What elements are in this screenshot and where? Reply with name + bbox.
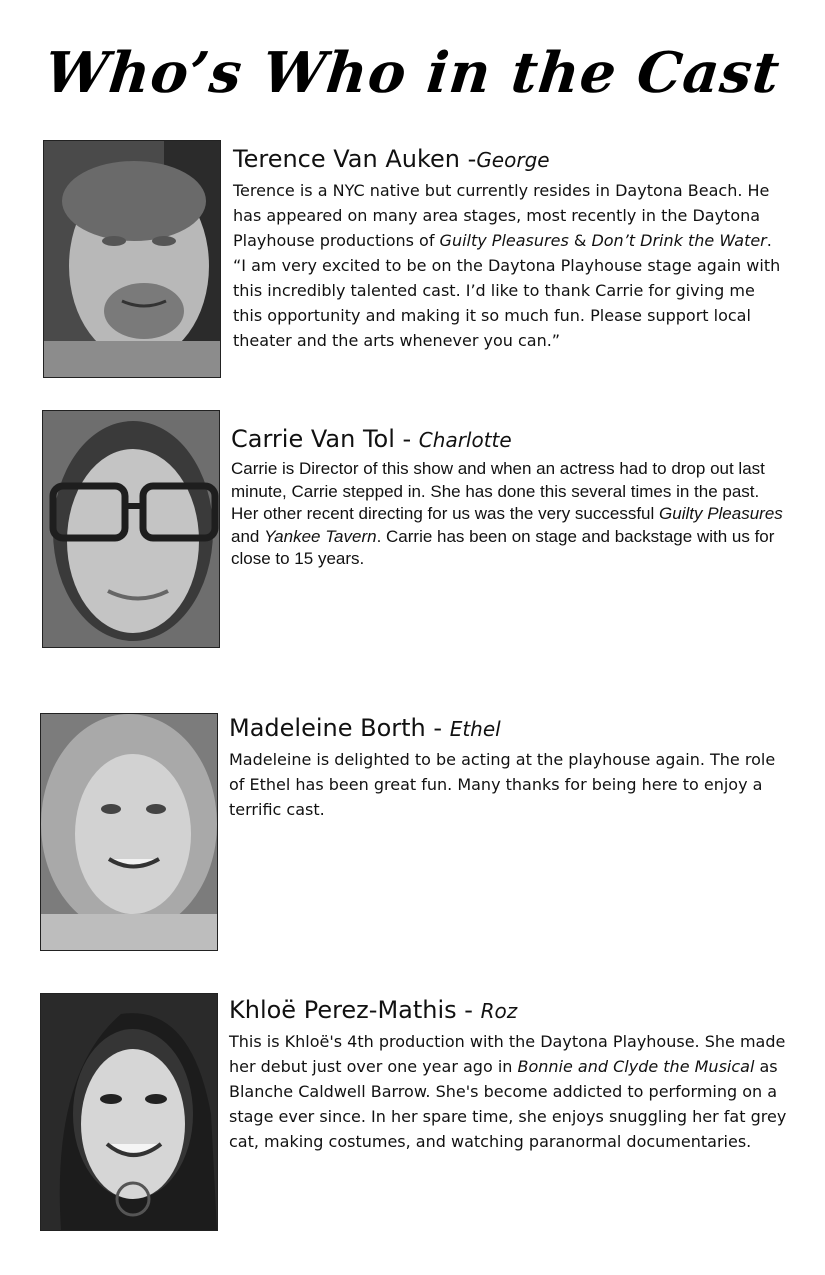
bio-text-segment: . Carrie has been on stage and backstage with us for close to 15 years. bbox=[231, 526, 775, 568]
cast-bio-terence bbox=[233, 145, 785, 353]
bio-text-segment: Terence is a NYC native but currently resides in Daytona Beach. He has appeared on many area stages, most recently in the Daytona Playhouse productions of bbox=[233, 181, 770, 250]
headshot-photo bbox=[43, 140, 221, 378]
character-name: Charlotte bbox=[418, 428, 512, 452]
cast-name-heading bbox=[231, 425, 785, 454]
cast-bio-madeleine bbox=[229, 714, 789, 822]
bio-title-italic: Bonnie and Clyde the Musical bbox=[517, 1057, 755, 1076]
character-name: George bbox=[476, 148, 550, 172]
name-separator: - bbox=[394, 425, 419, 453]
headshot-photo bbox=[42, 410, 220, 648]
bio-title-italic: Guilty Pleasures bbox=[659, 504, 783, 523]
cast-name-heading bbox=[233, 145, 785, 174]
bio-text-segment: and bbox=[231, 526, 265, 546]
bio-text-segment: Madeleine is delighted to be acting at the playhouse again. The role of Ethel has been great fun. Many thanks for being here to enjoy a terrific cast. bbox=[229, 750, 776, 819]
actor-name: Carrie Van Tol bbox=[231, 425, 395, 453]
cast-name-heading bbox=[229, 714, 789, 743]
cast-bio-carrie bbox=[231, 425, 785, 571]
actor-name: Khloë Perez-Mathis bbox=[229, 996, 457, 1024]
bio-text-segment: This is Khloë's 4th production with the Daytona Playhouse. She made her debut just over one year ago in bbox=[229, 1032, 786, 1076]
bio-text bbox=[229, 747, 789, 822]
bio-text bbox=[231, 458, 785, 571]
bio-text bbox=[233, 178, 785, 353]
bio-text-segment: & bbox=[568, 231, 592, 250]
bio-title-italic: Yankee Tavern bbox=[264, 526, 377, 546]
bio-text bbox=[229, 1029, 789, 1154]
bio-title-italic: Guilty Pleasures bbox=[439, 231, 569, 250]
character-name: Ethel bbox=[449, 717, 501, 741]
cast-name-heading bbox=[229, 996, 789, 1025]
headshot-photo bbox=[40, 713, 218, 951]
bio-text-segment: . “I am very excited to be on the Daytona Playhouse stage again with this incredibly talented cast. I’d like to thank Carrie for giving me this opportunity and making it so much fun. Please support local theater and the arts whenever you can.” bbox=[233, 231, 781, 350]
cast-bio-khloe bbox=[229, 996, 789, 1154]
name-separator: - bbox=[425, 714, 450, 742]
actor-name: Madeleine Borth bbox=[229, 714, 426, 742]
actor-name: Terence Van Auken bbox=[233, 145, 461, 173]
name-separator: - bbox=[456, 996, 481, 1024]
character-name: Roz bbox=[480, 999, 518, 1023]
bio-text-segment: Carrie is Director of this show and when an actress had to drop out last minute, Carrie stepped in. She has done this several times in the past. Her other recent directing for us was the very successful bbox=[231, 459, 765, 523]
bio-text-segment: as Blanche Caldwell Barrow. She's become addicted to performing on a stage ever since. In her spare time, she enjoys snuggling her fat grey cat, making costumes, and watching paranormal documentaries. bbox=[229, 1057, 787, 1151]
page-title: Who’s Who in the Cast bbox=[41, 40, 784, 106]
headshot-photo bbox=[40, 993, 218, 1231]
name-separator: - bbox=[460, 145, 477, 173]
bio-title-italic: Don’t Drink the Water bbox=[591, 231, 767, 250]
